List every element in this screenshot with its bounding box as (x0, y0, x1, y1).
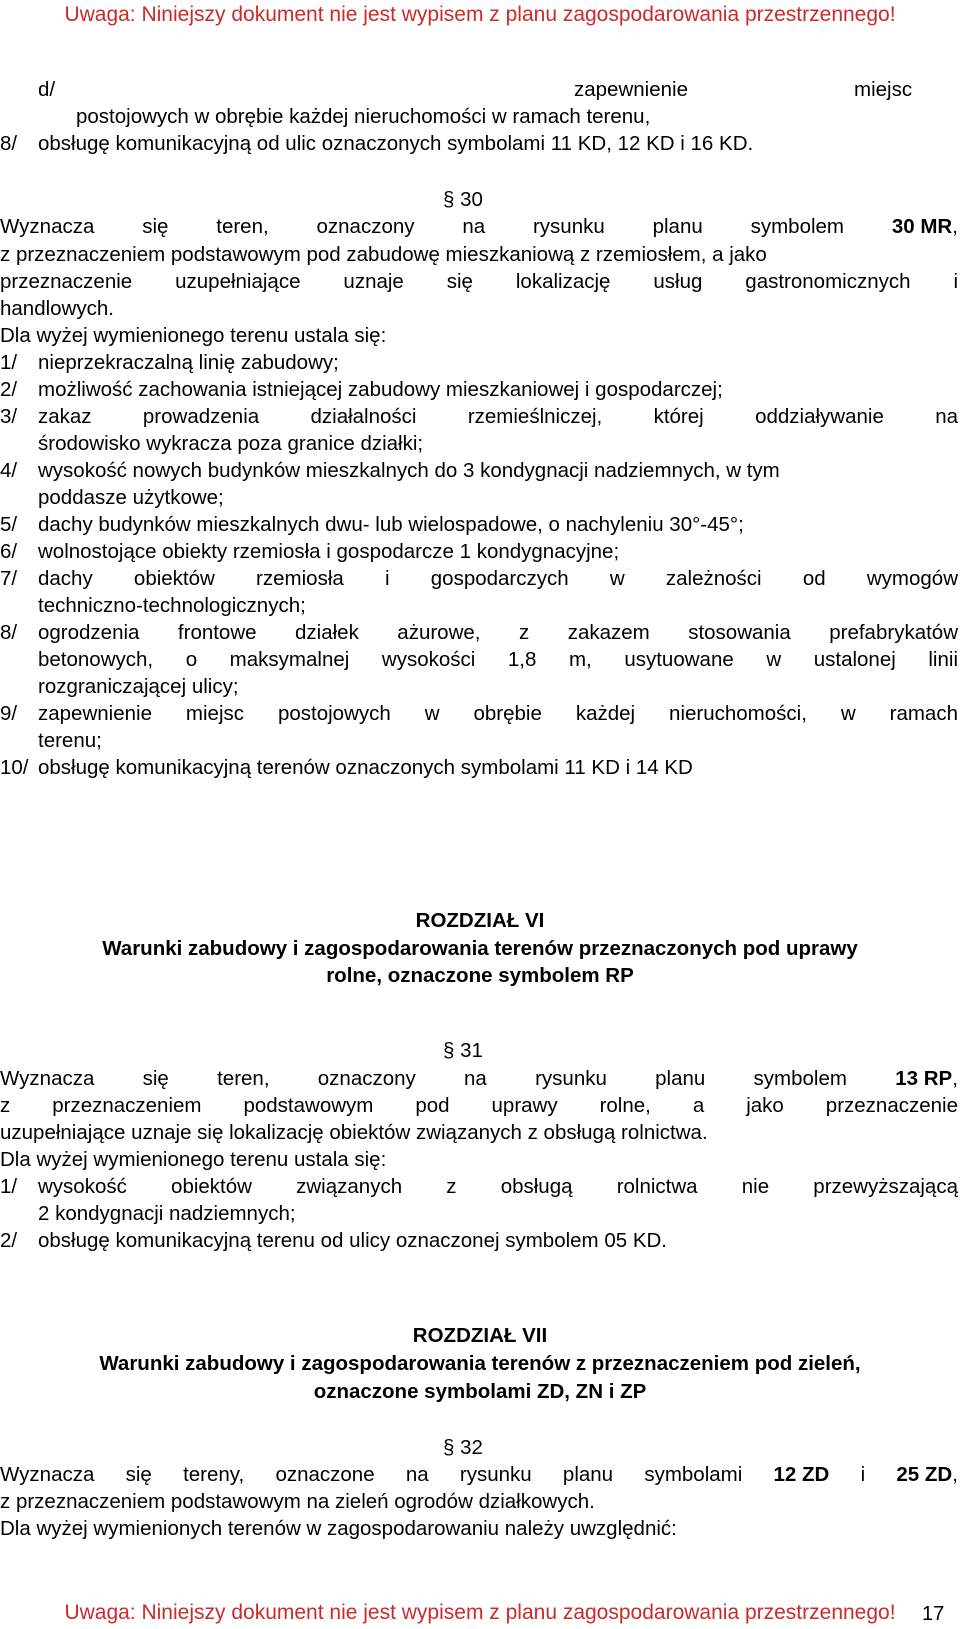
item-8-text: obsługę komunikacyjną od ulic oznaczonych symbolami 11 KD, 12 KD i 16 KD. (38, 132, 754, 155)
chapter-7-title-2: oznaczone symbolami ZD, ZN i ZP (313, 1380, 647, 1403)
s30-item-5-num: 5/ (0, 513, 18, 536)
s30-line-2: z przeznaczeniem podstawowym pod zabudowę mieszkaniową z rzemiosłem, a jako (0, 243, 767, 266)
word: Wyznacza (0, 215, 95, 238)
s30-item-1-num: 1/ (0, 351, 18, 374)
s30-item-3-num: 3/ (0, 405, 18, 428)
s30-item-10-text: obsługę komunikacyjną terenów oznaczonych symbolami 11 KD i 14 KD (38, 756, 693, 779)
word: rysunku (459, 1463, 532, 1486)
word: Wyznacza (0, 1067, 95, 1090)
s30-item-7-line-1: dachy obiektów rzemiosła i gospodarczych w zależności od wymogów (38, 567, 958, 590)
s30-item-8-line-2: betonowych, o maksymalnej wysokości 1,8 m, usytuowane w ustalonej linii (38, 648, 958, 671)
symbol-30mr: 30 MR (891, 215, 953, 238)
word: i (860, 1463, 866, 1486)
word: planu (652, 215, 703, 238)
s30-line-1 (0, 215, 958, 239)
s31-item-1-num: 1/ (0, 1175, 18, 1198)
s30-item-2-text: możliwość zachowania istniejącej zabudowy mieszkaniowej i gospodarczej; (38, 378, 723, 401)
comma: , (952, 1067, 958, 1090)
word: na (462, 215, 486, 238)
word: rysunku (532, 215, 605, 238)
s31-line-2: z przeznaczeniem podstawowym pod uprawy rolne, a jako przeznaczenie (0, 1094, 958, 1117)
footer-warning: Uwaga: Niniejszy dokument nie jest wypisem z planu zagospodarowania przestrzennego! (64, 1601, 896, 1624)
symbol-group (896, 1463, 958, 1487)
word: się (142, 1067, 169, 1090)
symbol-25zd: 25 ZD (896, 1463, 953, 1486)
word: rysunku (535, 1067, 607, 1090)
s31-item-2-text: obsługę komunikacyjną terenu od ulicy oznaczonej symbolem 05 KD. (38, 1229, 668, 1252)
s30-item-6-num: 6/ (0, 540, 18, 563)
chapter-6-title-1: Warunki zabudowy i zagospodarowania terenów przeznaczonych pod uprawy (102, 937, 858, 960)
word: tereny, (183, 1463, 245, 1486)
s30-item-8-num: 8/ (0, 621, 18, 644)
word: teren, (216, 215, 269, 238)
s30-item-4-line-1: wysokość nowych budynków mieszkalnych do 3 kondygnacji nadziemnych, w tym (38, 459, 780, 482)
word: planu (562, 1463, 614, 1486)
s30-item-9-num: 9/ (0, 702, 18, 725)
comma: , (952, 1463, 958, 1486)
symbol-group (892, 215, 958, 239)
s31-item-2-num: 2/ (0, 1229, 18, 1252)
chapter-6-title-2: rolne, oznaczone symbolem RP (326, 964, 634, 987)
item-d-continuation: postojowych w obrębie każdej nieruchomości w ramach terenu, (76, 105, 651, 128)
s30-item-3-line-2: środowisko wykracza poza granice działki; (38, 432, 424, 455)
word: symbolami (644, 1463, 743, 1486)
item-d-word-1: zapewnienie (574, 78, 688, 101)
word: symbolem (750, 215, 845, 238)
s30-item-7-line-2: techniczno-technologicznych; (38, 594, 306, 617)
word: się (125, 1463, 152, 1486)
s30-item-1-text: nieprzekraczalną linię zabudowy; (38, 351, 339, 374)
word: planu (655, 1067, 706, 1090)
symbol-12zd: 12 ZD (773, 1463, 830, 1486)
word: teren, (217, 1067, 270, 1090)
word: oznaczone (275, 1463, 375, 1486)
chapter-7-title-1: Warunki zabudowy i zagospodarowania terenów z przeznaczeniem pod zieleń, (99, 1352, 861, 1375)
word: Wyznacza (0, 1463, 95, 1486)
s31-item-1-line-2: 2 kondygnacji nadziemnych; (38, 1202, 296, 1225)
section-31-symbol: § 31 (443, 1039, 483, 1062)
s30-item-4-num: 4/ (0, 459, 18, 482)
s30-item-8-line-3: rozgraniczającej ulicy; (38, 675, 239, 698)
comma: , (952, 215, 958, 238)
section-30-symbol: § 30 (443, 188, 483, 211)
s31-line-3: uzupełniające uznaje się lokalizację obiektów związanych z obsługą rolnictwa. (0, 1121, 708, 1144)
s31-intro: Dla wyżej wymienionego terenu ustala się: (0, 1148, 387, 1171)
s32-line-1 (0, 1463, 958, 1487)
s30-intro: Dla wyżej wymienionego terenu ustala się: (0, 324, 387, 347)
chapter-6-heading: ROZDZIAŁ VI (415, 909, 545, 932)
s30-item-4-line-2: poddasze użytkowe; (38, 486, 224, 509)
word: symbolem (753, 1067, 847, 1090)
s30-item-10-num: 10/ (0, 756, 29, 779)
symbol-group (895, 1067, 958, 1091)
s31-line-1 (0, 1067, 958, 1091)
s30-item-8-line-1: ogrodzenia frontowe działek ażurowe, z zakazem stosowania prefabrykatów (38, 621, 958, 644)
section-32-symbol: § 32 (443, 1436, 483, 1459)
chapter-7-heading: ROZDZIAŁ VII (412, 1324, 548, 1347)
s30-line-3: przeznaczenie uzupełniające uznaje się lokalizację usług gastronomicznych i (0, 270, 958, 293)
s30-line-4: handlowych. (0, 297, 114, 320)
s30-item-9-line-2: terenu; (38, 729, 102, 752)
s32-line-3: Dla wyżej wymienionych terenów w zagospodarowaniu należy uwzględnić: (0, 1517, 677, 1540)
s30-item-5-text: dachy budynków mieszkalnych dwu- lub wielospadowe, o nachyleniu 30°-45°; (38, 513, 744, 536)
s30-item-3-line-1: zakaz prowadzenia działalności rzemieślniczej, której oddziaływanie na (38, 405, 958, 428)
s32-line-2: z przeznaczeniem podstawowym na zieleń ogrodów działkowych. (0, 1490, 595, 1513)
s30-item-2-num: 2/ (0, 378, 18, 401)
word: oznaczony (316, 215, 415, 238)
item-d-label: d/ (38, 78, 56, 101)
s31-item-1-line-1: wysokość obiektów związanych z obsługą rolnictwa nie przewyższającą (38, 1175, 958, 1198)
item-8-number: 8/ (0, 132, 18, 155)
s30-item-7-num: 7/ (0, 567, 18, 590)
s30-item-6-text: wolnostojące obiekty rzemiosła i gospodarcze 1 kondygnacyjne; (38, 540, 620, 563)
symbol-13rp: 13 RP (895, 1067, 953, 1090)
word: oznaczony (317, 1067, 416, 1090)
header-warning: Uwaga: Niniejszy dokument nie jest wypisem z planu zagospodarowania przestrzennego! (64, 3, 896, 26)
s30-item-9-line-1: zapewnienie miejsc postojowych w obrębie każdej nieruchomości, w ramach (38, 702, 958, 725)
item-d-word-2: miejsc (854, 78, 913, 101)
page-number: 17 (922, 1603, 945, 1625)
word: na (405, 1463, 429, 1486)
word: się (142, 215, 169, 238)
word: na (464, 1067, 487, 1090)
